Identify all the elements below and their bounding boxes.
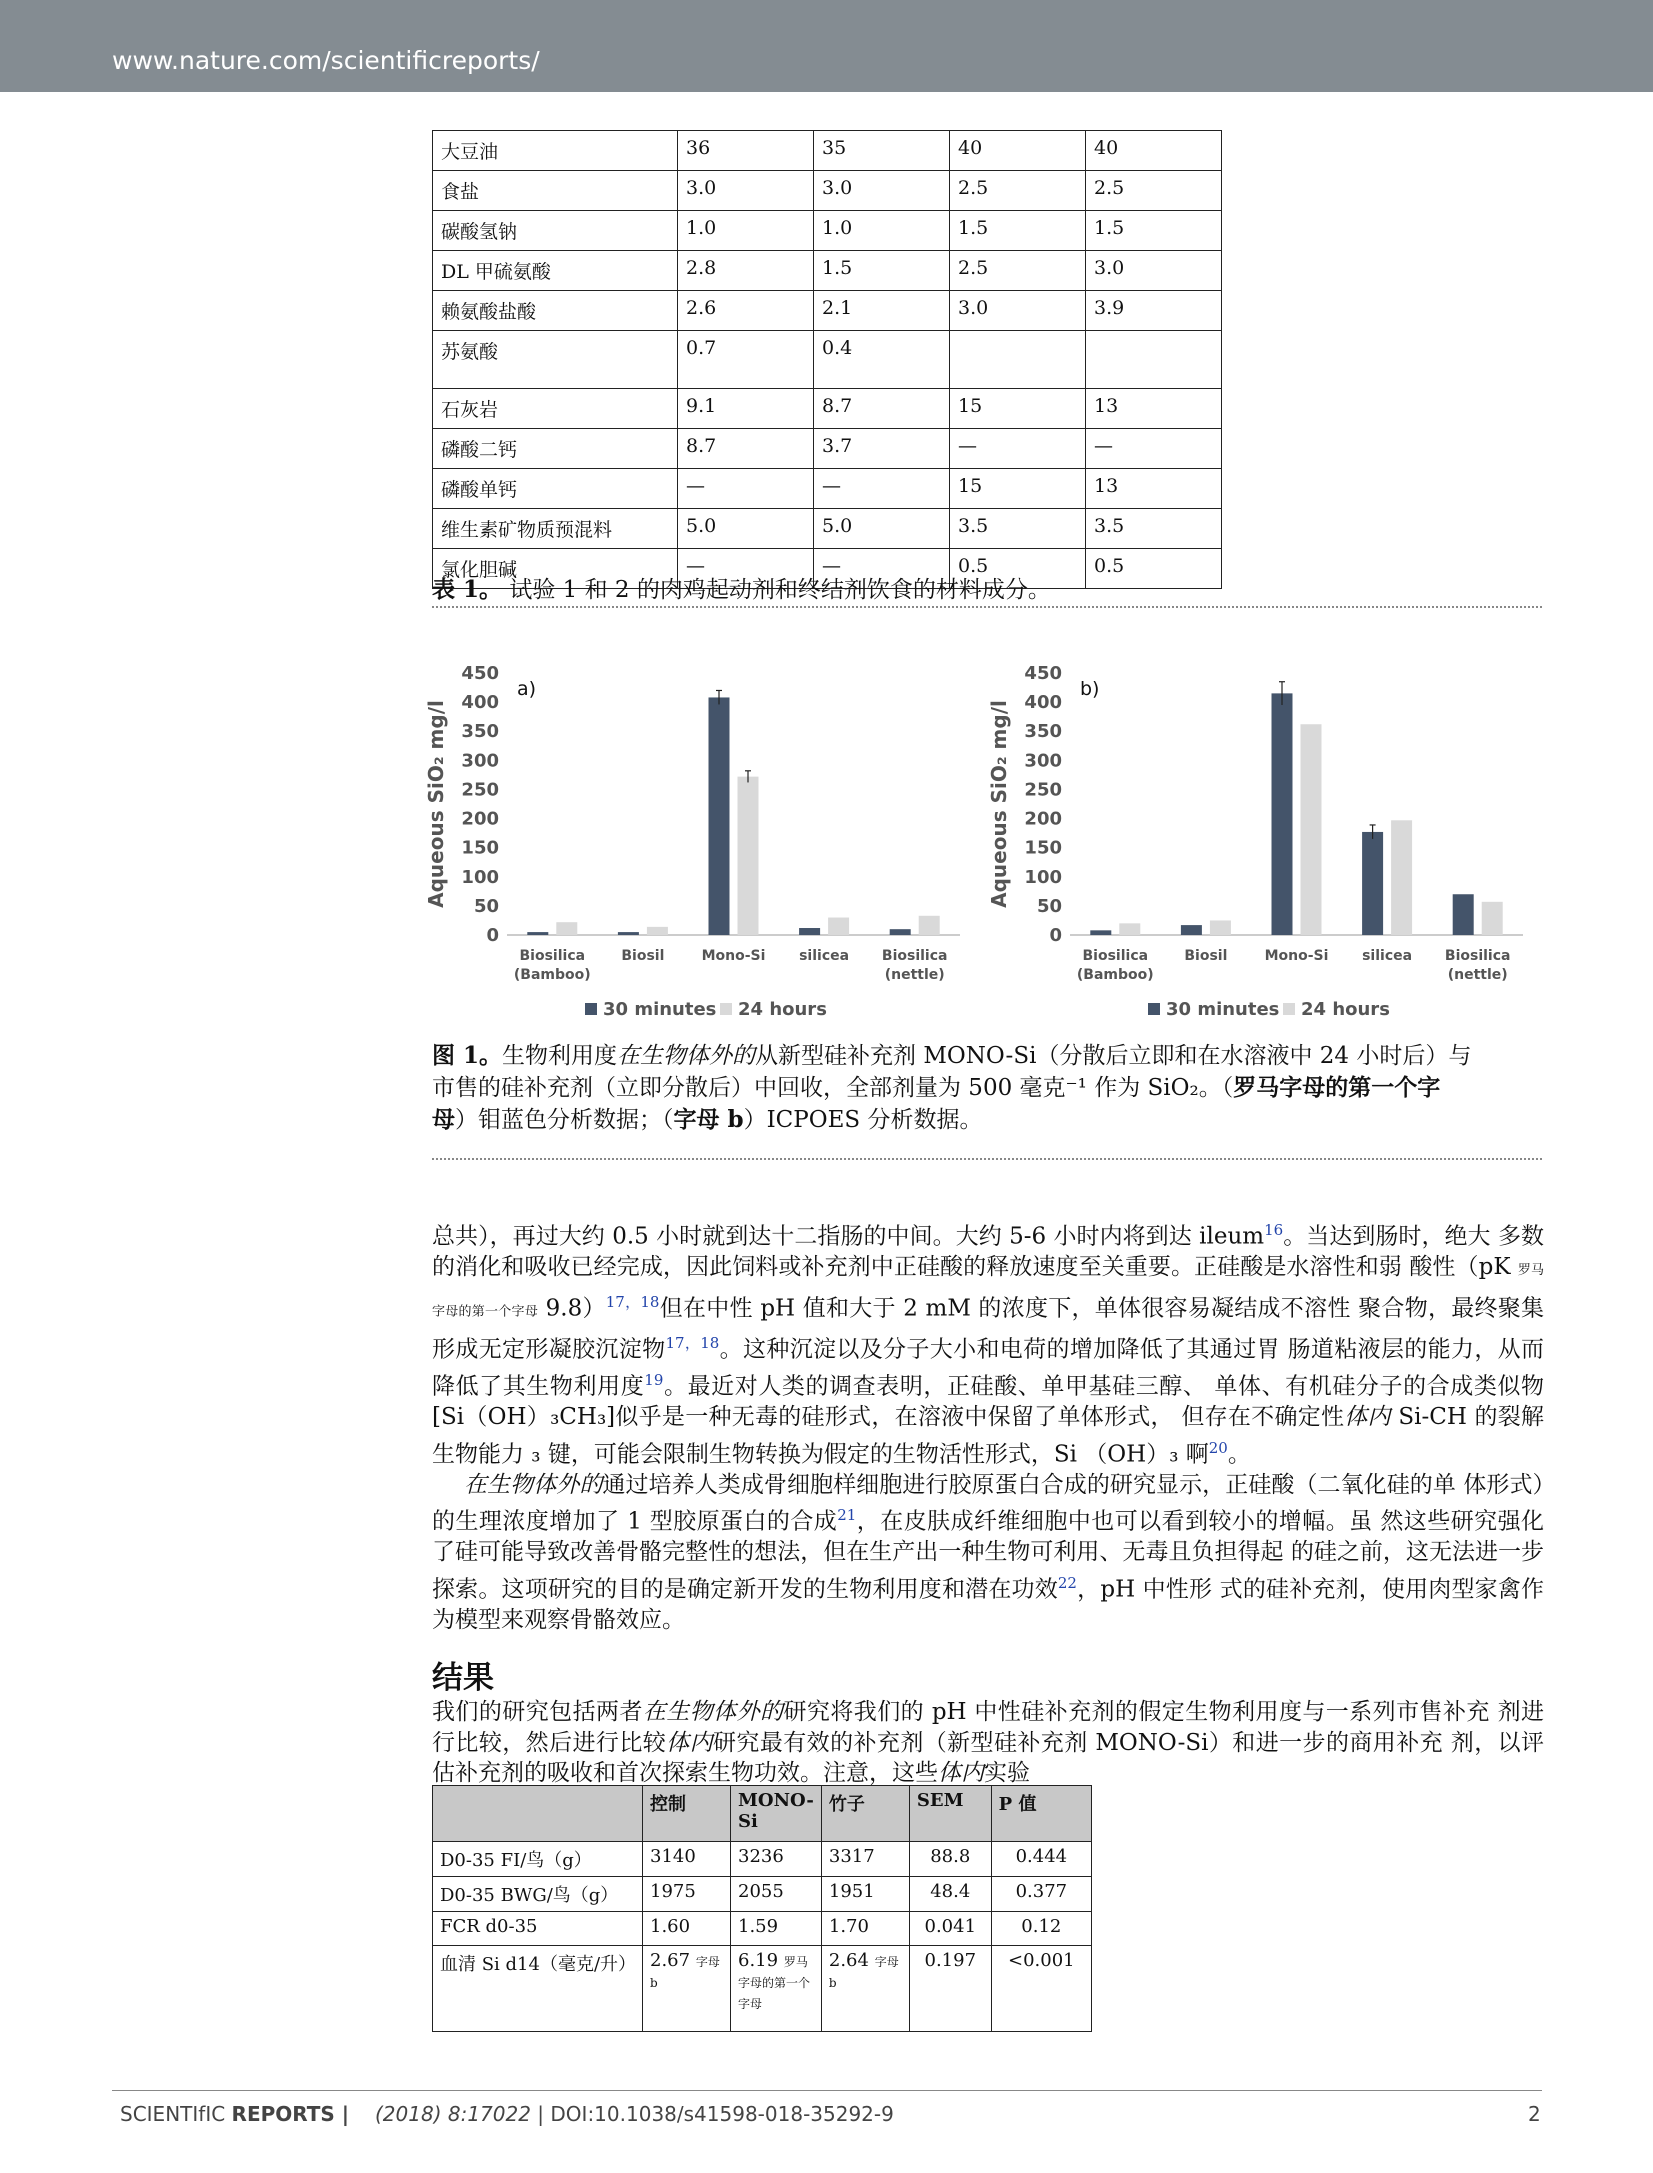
bar-24-hours-2 [1301, 724, 1322, 935]
x-tick-label: Biosilica [1082, 948, 1149, 964]
y-axis-label: Aqueous SiO₂ mg/l [424, 700, 448, 908]
column-header: SEM [909, 1786, 991, 1842]
table-header-row [433, 1786, 1092, 1842]
cell-value: 6.19 [738, 1950, 779, 1971]
fig-cap-bold: 字母 b [673, 1106, 744, 1133]
table-cell: 血清 Si d14（毫克/升） [433, 1946, 643, 2032]
bar-30-minutes-0 [1090, 930, 1111, 935]
journal-name-bold: REPORTS [231, 2102, 335, 2126]
bar-30-minutes-3 [1362, 832, 1383, 935]
table-cell: 3.7 [814, 429, 950, 469]
text: 但存在不确定性 [1181, 1404, 1345, 1431]
ref-link[interactable]: 20 [1208, 1438, 1228, 1457]
fig-cap-bold: 母 [432, 1106, 455, 1133]
bar-30-minutes-4 [1453, 894, 1474, 935]
bar-24-hours-4 [1482, 902, 1503, 935]
bar-24-hours-4 [919, 916, 940, 935]
x-tick-label: Biosilica [519, 948, 586, 964]
table-cell: 40 [950, 131, 1086, 171]
chart-b [988, 655, 1533, 1030]
table-cell: 0.4 [814, 331, 950, 389]
footer-citation [375, 2102, 894, 2126]
text: Si-CH 的裂解生物能力 ₃ 键，可能会限制生物转换为假定的生物活性形式，Si [432, 1404, 1545, 1468]
text: 。当达到肠时，绝大 [1283, 1223, 1491, 1250]
text-italic: 体内 [938, 1760, 984, 1786]
fig-cap-text: 从新型硅补充剂 MONO-Si（分散后立即和在水溶液中 24 小时后）与 [755, 1043, 1472, 1069]
table-cell: — [814, 549, 950, 589]
y-tick-label: 50 [473, 895, 499, 917]
table-row [433, 1946, 1092, 2032]
table-cell: 1.0 [678, 211, 814, 251]
doi-link[interactable]: | DOI:10.1038/s41598-018-35292-9 [530, 2102, 894, 2126]
table-cell: 石灰岩 [433, 389, 678, 429]
ref-link[interactable]: 17，18 [665, 1333, 720, 1352]
table-cell: 1.70 [821, 1912, 909, 1946]
subscript: 罗马字母的第一个字母 [432, 1263, 1544, 1320]
fig-cap-text: 生物利用度 [502, 1043, 618, 1069]
column-header: MONO-Si [731, 1786, 822, 1842]
text: 总共），再过大约 0.5 小时就到达十二指肠的中间。大约 5-6 小时内将到达 ileum [432, 1223, 1265, 1250]
table-cell: 3317 [821, 1842, 909, 1877]
table-cell: 0.444 [991, 1842, 1091, 1877]
bar-24-hours-3 [828, 918, 849, 935]
table-cell: 2055 [731, 1877, 822, 1912]
table-cell: D0-35 BWG/鸟（g） [433, 1877, 643, 1912]
table1-caption [432, 574, 1532, 606]
legend-entry: 30 minutes [1166, 999, 1280, 1020]
y-tick-label: 150 [1024, 837, 1062, 859]
footer-journal [120, 2102, 349, 2126]
table-cell: 1.5 [950, 211, 1086, 251]
table-cell: — [1086, 429, 1222, 469]
text: 然这些研究强化了硅可能导致改善骨骼完整性的想法，但在生产出一种生物可利用、无毒且负担得起 [432, 1508, 1545, 1566]
table-cell: 1975 [643, 1877, 731, 1912]
table-cell: 1.60 [643, 1912, 731, 1946]
table-cell: 氯化胆碱 [433, 549, 678, 589]
body-paragraph-1 [432, 1215, 1544, 1636]
table-cell: 磷酸二钙 [433, 429, 678, 469]
table-row [433, 1912, 1092, 1946]
table-row [433, 469, 1222, 509]
text: 但在中性 pH 值和大于 2 mM 的浓度下，单体很容易凝结成不溶性 [659, 1295, 1351, 1322]
table-cell [643, 1946, 731, 2032]
legend-entry: 24 hours [738, 999, 827, 1020]
text-italic: 在生物体外的 [642, 1699, 784, 1725]
column-header [433, 1786, 643, 1842]
table-cell: 1.59 [731, 1912, 822, 1946]
bar-24-hours-0 [556, 922, 577, 935]
table-cell: 15 [950, 389, 1086, 429]
y-tick-label: 0 [486, 925, 499, 946]
bar-30-minutes-1 [1181, 925, 1202, 935]
legend-swatch [1283, 1003, 1295, 1015]
column-header: 控制 [643, 1786, 731, 1842]
x-tick-label: silicea [1362, 948, 1413, 964]
section-title-results: 结果 [432, 1660, 494, 1696]
table-cell: 0.7 [678, 331, 814, 389]
ref-link[interactable]: 21 [837, 1506, 857, 1525]
text: 单体、有机硅分子的合成类似物[Si（OH）₃CH₃]似乎是一种无毒的硅形式，在溶液中保留了单体形式， [432, 1373, 1545, 1431]
y-tick-label: 200 [1024, 808, 1062, 830]
table-cell: 0.12 [991, 1912, 1091, 1946]
y-tick-label: 350 [461, 721, 499, 743]
legend-swatch [585, 1003, 597, 1015]
table-cell: 35 [814, 131, 950, 171]
table-cell: 3.0 [814, 171, 950, 211]
fig-cap-italic: 在生物体外的 [617, 1043, 756, 1069]
text: 肠道粘液层的能力，从而降低了其生物利用度 [432, 1336, 1544, 1400]
table-cell: — [678, 469, 814, 509]
separator: | [334, 2102, 350, 2126]
table-cell: 2.6 [678, 291, 814, 331]
x-tick-label: silicea [799, 948, 850, 964]
table-cell: D0-35 FI/鸟（g） [433, 1842, 643, 1877]
x-tick-label: (nettle) [1447, 967, 1508, 983]
table-cell: 40 [1086, 131, 1222, 171]
cell-superscript: 字母 b [828, 1955, 899, 1990]
text: 。 [1227, 1441, 1251, 1468]
text: 9.8） [538, 1295, 606, 1322]
table-cell: 5.0 [814, 509, 950, 549]
table1-caption-label: 表 1。 [432, 576, 503, 603]
text: 通过培养人类成骨细胞样细胞进行胶原蛋白合成的研究显示，正硅酸（二氧化硅的单 [602, 1471, 1456, 1498]
table-cell: 赖氨酸盐酸 [433, 291, 678, 331]
table-cell: FCR d0-35 [433, 1912, 643, 1946]
table-cell: 1.0 [814, 211, 950, 251]
table-cell: 苏氨酸 [433, 331, 678, 389]
figure1-label: 图 1。 [432, 1042, 503, 1069]
text: 体形式）的生理浓度增加了 1 型胶原蛋白的合成 [432, 1471, 1545, 1535]
x-tick-label: Mono-Si [701, 948, 766, 964]
fig-cap-text: 市售的硅补充剂（立即分散后）中回收，全部剂量为 500 毫克⁻¹ 作为 SiO₂。（ [432, 1075, 1234, 1101]
table-cell: 0.5 [950, 549, 1086, 589]
table-cell: 2.5 [950, 171, 1086, 211]
column-header: 竹子 [821, 1786, 909, 1842]
x-tick-label: Mono-Si [1264, 948, 1329, 964]
x-tick-label: Biosilica [881, 948, 948, 964]
table-row [433, 1877, 1092, 1912]
table-row [433, 171, 1222, 211]
fig-cap-text: ）ICPOES 分析数据。 [743, 1107, 983, 1133]
bar-30-minutes-0 [527, 932, 548, 935]
table-row [433, 1842, 1092, 1877]
text: 。最近对人类的调查表明，正硅酸、单甲基硅三醇、 [663, 1373, 1207, 1400]
legend-entry: 30 minutes [603, 999, 717, 1020]
text: 研究将我们的 pH 中性硅补充剂的假定生物利用度与一系列市售补充 [783, 1699, 1490, 1725]
bar-30-minutes-2 [1272, 693, 1293, 935]
ref-link[interactable]: 16 [1264, 1221, 1284, 1239]
figure1-caption [432, 1040, 1532, 1136]
y-tick-label: 100 [1024, 866, 1062, 888]
cell-value: 2.67 [650, 1950, 691, 1971]
cell-superscript: 字母 b [650, 1955, 720, 1990]
y-tick-label: 450 [1024, 663, 1062, 684]
table-cell: 3236 [731, 1842, 822, 1877]
table-row [433, 251, 1222, 291]
fig-cap-text: ）钼蓝色分析数据；（ [455, 1107, 674, 1133]
text: 多数的消化和吸收已经完成，因此饲料或补充剂中正硅酸的释放速度至关重要。正硅酸是水溶性和弱 [432, 1223, 1545, 1281]
text: 的硅之前，这无法进一步探索。这项研究的目的是确定新开发的生物利用度和潜在功效 [432, 1539, 1545, 1603]
y-tick-label: 250 [1024, 779, 1062, 801]
table-row [433, 389, 1222, 429]
text-italic: 体内 [666, 1729, 713, 1756]
y-tick-label: 100 [461, 866, 499, 888]
table-cell [950, 331, 1086, 389]
journal-name: SCIENTIfIC [120, 2102, 232, 2126]
text: 酸性（pK [1409, 1254, 1518, 1281]
panel-label: b) [1080, 678, 1100, 700]
table-row [433, 211, 1222, 251]
y-tick-label: 200 [461, 808, 499, 830]
bar-24-hours-2 [738, 777, 759, 935]
text: 我们的研究包括两者 [432, 1699, 643, 1725]
y-tick-label: 150 [461, 837, 499, 859]
x-tick-label: Biosil [1184, 948, 1228, 964]
page-number: 2 [1528, 2102, 1541, 2126]
table-cell: 磷酸单钙 [433, 469, 678, 509]
table-row [433, 429, 1222, 469]
table-cell: 维生素矿物质预混料 [433, 509, 678, 549]
x-tick-label: (Bamboo) [1076, 967, 1154, 983]
bar-30-minutes-3 [799, 928, 820, 935]
bar-24-hours-1 [1210, 920, 1231, 935]
ref-link[interactable]: 17，18 [605, 1292, 660, 1311]
y-tick-label: 300 [1024, 750, 1062, 772]
table-cell: 3.5 [950, 509, 1086, 549]
table-cell: 8.7 [678, 429, 814, 469]
body-paragraph-3 [432, 1697, 1544, 1789]
ref-link[interactable]: 19 [644, 1370, 664, 1389]
panel-label: a) [517, 678, 537, 700]
y-tick-label: 400 [461, 692, 499, 714]
table-cell: DL 甲硫氨酸 [433, 251, 678, 291]
table-cell: 48.4 [909, 1877, 991, 1912]
table-cell: — [814, 469, 950, 509]
table-cell: 8.7 [814, 389, 950, 429]
chart-a [425, 655, 970, 1030]
bar-30-minutes-4 [890, 929, 911, 935]
table-row [433, 331, 1222, 389]
table-cell: 3.5 [1086, 509, 1222, 549]
table-cell: 3.9 [1086, 291, 1222, 331]
table-cell: 36 [678, 131, 814, 171]
table-cell: 15 [950, 469, 1086, 509]
y-tick-label: 300 [461, 750, 499, 772]
divider [432, 606, 1542, 608]
divider [432, 1158, 1542, 1160]
table-cell: 3.0 [950, 291, 1086, 331]
x-tick-label: (nettle) [884, 967, 945, 983]
x-tick-label: Biosilica [1444, 948, 1511, 964]
table-cell [1086, 331, 1222, 389]
table-cell: 大豆油 [433, 131, 678, 171]
bar-30-minutes-1 [618, 932, 639, 935]
table-cell: 0.197 [909, 1946, 991, 2032]
footer-rule [112, 2090, 1542, 2091]
table-cell: 1.5 [814, 251, 950, 291]
table-row [433, 509, 1222, 549]
table-cell: 0.041 [909, 1912, 991, 1946]
performance-table [432, 1785, 1092, 2032]
text: （OH）₃ 啊 [1084, 1441, 1209, 1468]
legend-swatch [720, 1003, 732, 1015]
table-row [433, 291, 1222, 331]
text: 实验 [984, 1760, 1030, 1786]
y-tick-label: 250 [461, 779, 499, 801]
table-cell: 0.5 [1086, 549, 1222, 589]
table-cell: 0.377 [991, 1877, 1091, 1912]
legend-swatch [1148, 1003, 1160, 1015]
table-cell: — [678, 549, 814, 589]
bar-30-minutes-2 [709, 697, 730, 935]
x-tick-label: Biosil [621, 948, 665, 964]
table-cell: 9.1 [678, 389, 814, 429]
table-cell: 2.8 [678, 251, 814, 291]
page-header [0, 0, 1653, 92]
table-cell: 5.0 [678, 509, 814, 549]
table-cell: 碳酸氢钠 [433, 211, 678, 251]
table-cell [821, 1946, 909, 2032]
ref-link[interactable]: 22 [1057, 1573, 1077, 1592]
text: 聚合物，最终聚集形成无定形凝胶沉淀物 [432, 1295, 1544, 1363]
y-tick-label: 50 [1036, 895, 1062, 917]
citation-year: (2018) 8:17022 [375, 2102, 531, 2126]
table-cell: 1951 [821, 1877, 909, 1912]
table-cell: 13 [1086, 389, 1222, 429]
table-cell: 3.0 [1086, 251, 1222, 291]
table-cell: 13 [1086, 469, 1222, 509]
text: ，在皮肤成纤维细胞中也可以看到较小的增幅。虽 [856, 1508, 1373, 1535]
cell-superscript: 罗马字母的第一个字母 [738, 1955, 811, 2011]
text: 剂，以评估补充剂的吸收和首次探索生物功效。注意，这些 [432, 1729, 1545, 1786]
bar-24-hours-3 [1391, 820, 1412, 935]
text: 式的硅补充剂，使用肉型家禽作为模型来观察骨骼效应。 [432, 1576, 1545, 1634]
text: 。这种沉淀以及分子大小和电荷的增加降低了其通过胃 [719, 1336, 1280, 1363]
table-cell: <0.001 [991, 1946, 1091, 2032]
table1-caption-text: 试验 1 和 2 的肉鸡起动剂和终结剂饮食的材料成分。 [502, 577, 1051, 603]
column-header: P 值 [991, 1786, 1091, 1842]
table-cell: 食盐 [433, 171, 678, 211]
y-tick-label: 400 [1024, 692, 1062, 714]
journal-url[interactable]: www.nature.com/scientificreports/ [112, 46, 540, 75]
table-cell: — [950, 429, 1086, 469]
ingredients-table [432, 130, 1222, 589]
table-cell: 1.5 [1086, 211, 1222, 251]
table-cell: 3140 [643, 1842, 731, 1877]
y-axis-label: Aqueous SiO₂ mg/l [987, 700, 1011, 908]
text: ，pH 中性形 [1076, 1576, 1213, 1603]
y-tick-label: 350 [1024, 721, 1062, 743]
bar-24-hours-1 [647, 927, 668, 935]
table-cell [731, 1946, 822, 2032]
text-italic: 在生物体外的 [464, 1471, 603, 1498]
text-italic: 体内 [1344, 1404, 1391, 1431]
bar-24-hours-0 [1119, 923, 1140, 935]
text: 剂进行比较，然后进行比较 [432, 1699, 1545, 1756]
y-tick-label: 450 [461, 663, 499, 684]
table-cell: 2.5 [1086, 171, 1222, 211]
text: 研究最有效的补充剂（新型硅补充剂 MONO-Si）和进一步的商用补充 [713, 1729, 1444, 1756]
table-cell: 2.5 [950, 251, 1086, 291]
cell-value: 2.64 [828, 1950, 869, 1971]
x-tick-label: (Bamboo) [513, 967, 591, 983]
table-row [433, 131, 1222, 171]
legend-entry: 24 hours [1301, 999, 1390, 1020]
y-tick-label: 0 [1049, 925, 1062, 946]
table-cell: 88.8 [909, 1842, 991, 1877]
table-cell: 2.1 [814, 291, 950, 331]
fig-cap-bold: 罗马字母的第一个字 [1233, 1074, 1441, 1101]
table-cell: 3.0 [678, 171, 814, 211]
